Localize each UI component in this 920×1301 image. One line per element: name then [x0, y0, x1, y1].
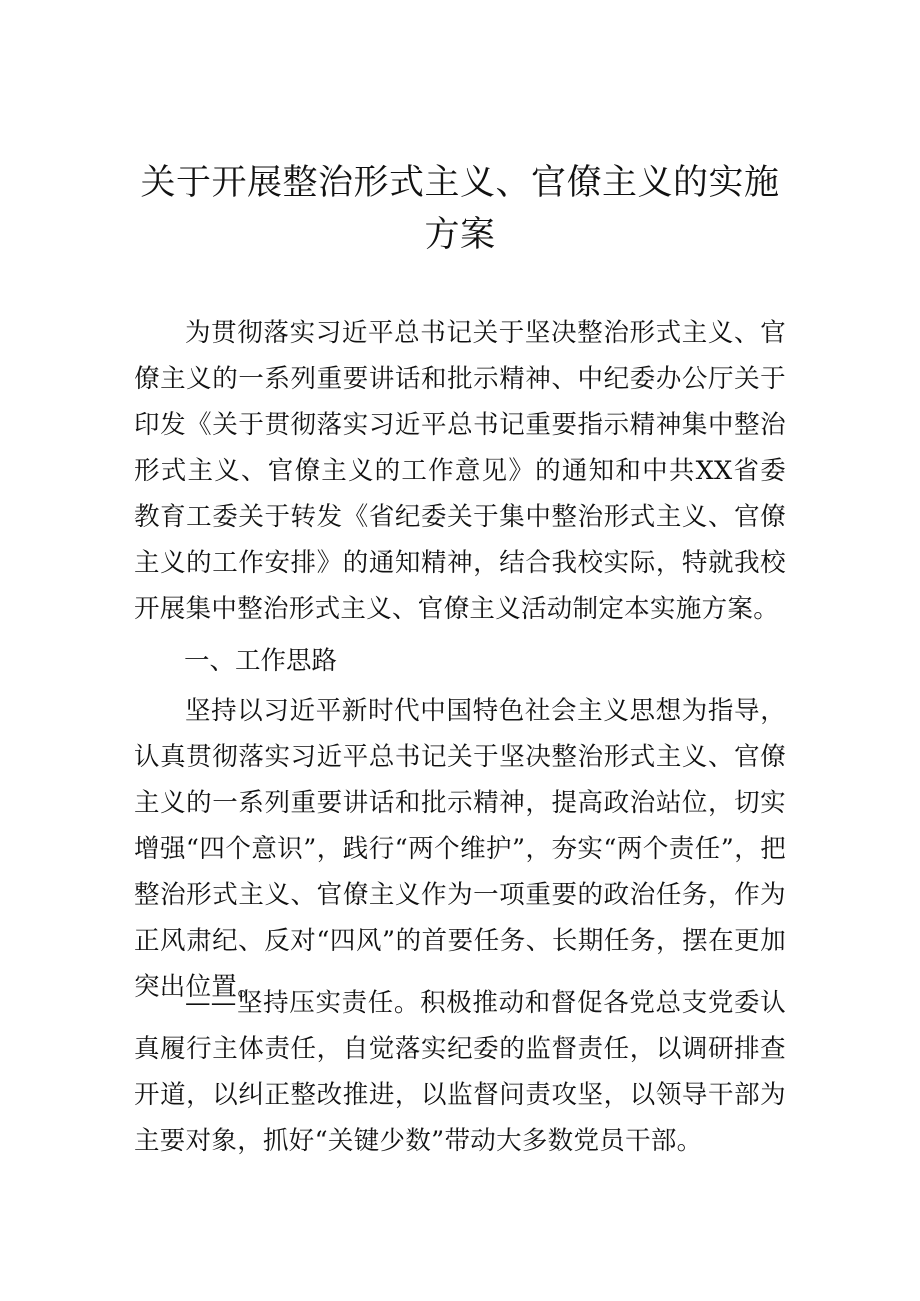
intro-paragraph: 为贯彻落实习近平总书记关于坚决整治形式主义、官僚主义的一系列重要讲话和批示精神、中纪委办公厅关于印发《关于贯彻落实习近平总书记重要指示精神集中整治形式主义、官僚主义的工作意见》的通知和中共XX省委教育工委关于转发《省纪委关于集中整治形式主义、官僚主义的工作安排》的通知精神，结合我校实际，特就我校开展集中整治形式主义、官僚主义活动制定本实施方案。: [134, 318, 786, 624]
section1-block-1: [134, 688, 786, 1010]
intro-block: [134, 310, 786, 632]
document-title-line-1: 关于开展整治形式主义、官僚主义的实施: [140, 163, 780, 203]
section1-block-2: [134, 980, 786, 1164]
document-title-line-2: 方案: [424, 215, 496, 255]
section1-paragraph-2: ——坚持压实责任。积极推动和督促各党总支党委认真履行主体责任，自觉落实纪委的监督责任，以调研排查开道，以纠正整改推进，以监督问责攻坚，以领导干部为主要对象，抓好“关键少数”带动大多数党员干部。: [134, 988, 786, 1156]
section-heading-work-approach: 一、工作思路: [184, 646, 338, 676]
section1-paragraph-1: 坚持以习近平新时代中国特色社会主义思想为指导，认真贯彻落实习近平总书记关于坚决整治形式主义、官僚主义的一系列重要讲话和批示精神，提高政治站位，切实增强“四个意识”，践行“两个维护”，夯实“两个责任”，把整治形式主义、官僚主义作为一项重要的政治任务，作为正风肃纪、反对“四风”的首要任务、长期任务，摆在更加突出位置。: [134, 696, 786, 1002]
